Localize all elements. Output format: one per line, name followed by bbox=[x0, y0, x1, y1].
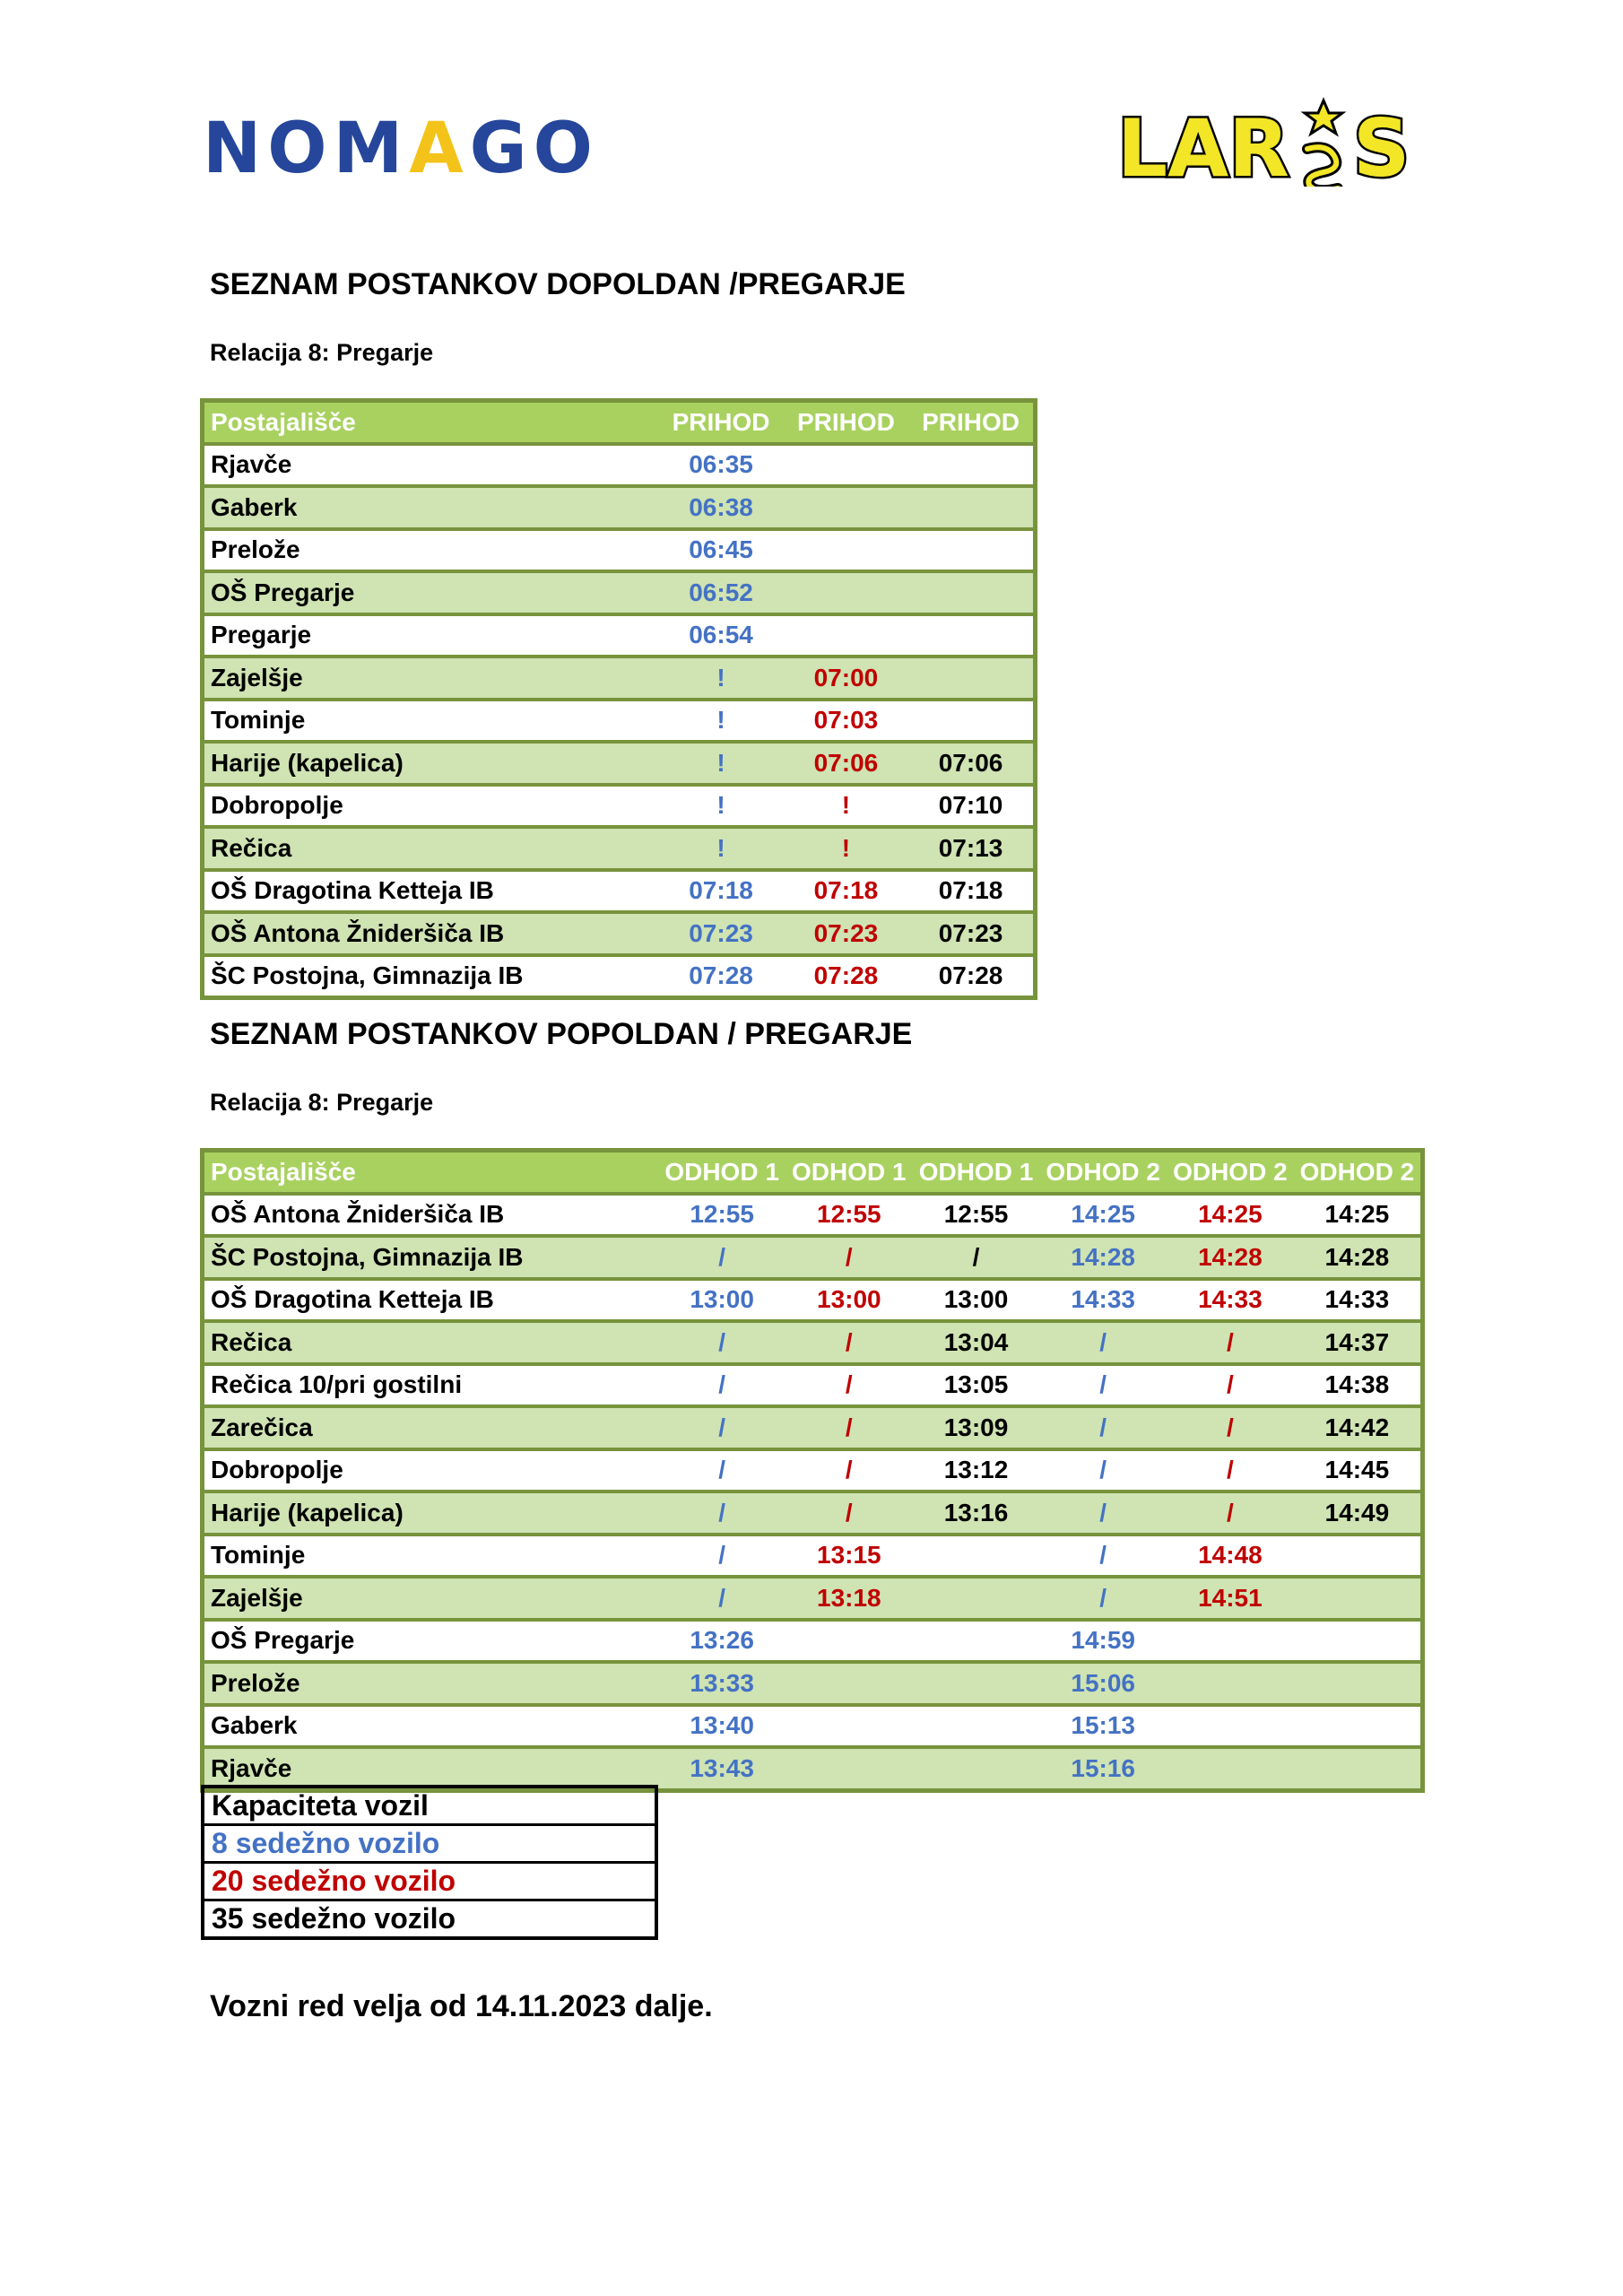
time-cell: 07:13 bbox=[908, 827, 1035, 870]
time-cell: / bbox=[1167, 1406, 1294, 1449]
time-cell: 13:26 bbox=[658, 1620, 785, 1663]
table-row bbox=[203, 1747, 1423, 1790]
time-cell: ! bbox=[658, 785, 783, 828]
time-cell bbox=[913, 1705, 1040, 1748]
stop-name: OŠ Antona Žnideršiča IB bbox=[203, 912, 659, 955]
stop-name: Zajelšje bbox=[203, 1577, 659, 1620]
table-row bbox=[203, 657, 1036, 700]
stop-name: OŠ Dragotina Ketteja IB bbox=[203, 1279, 659, 1322]
stop-name: ŠC Postojna, Gimnazija IB bbox=[203, 1236, 659, 1279]
legend-item-20-seat: 20 sedežno vozilo bbox=[203, 1863, 656, 1900]
time-cell: 14:42 bbox=[1294, 1406, 1423, 1449]
nomago-logo-text-start: NOM bbox=[203, 109, 410, 189]
table-row bbox=[203, 1662, 1423, 1705]
time-cell bbox=[784, 529, 908, 572]
header-time: ODHOD 1 bbox=[658, 1151, 785, 1194]
time-cell: / bbox=[1167, 1321, 1294, 1364]
time-cell bbox=[785, 1747, 913, 1790]
time-cell: 14:48 bbox=[1167, 1535, 1294, 1578]
time-cell: 13:33 bbox=[658, 1662, 785, 1705]
table-row bbox=[203, 1577, 1423, 1620]
time-cell: 14:25 bbox=[1039, 1194, 1167, 1237]
table-row bbox=[203, 1236, 1423, 1279]
time-cell: 14:59 bbox=[1039, 1620, 1167, 1663]
time-cell: / bbox=[785, 1321, 913, 1364]
table-row bbox=[203, 870, 1036, 913]
time-cell: 06:52 bbox=[658, 571, 783, 614]
legend-item-35-seat: 35 sedežno vozilo bbox=[212, 1902, 456, 1935]
time-cell bbox=[908, 657, 1035, 700]
time-cell: 14:28 bbox=[1294, 1236, 1423, 1279]
time-cell: / bbox=[1167, 1364, 1294, 1407]
table-row bbox=[203, 1194, 1423, 1237]
time-cell: ! bbox=[784, 785, 908, 828]
table-row bbox=[203, 1492, 1423, 1535]
table-row bbox=[203, 955, 1036, 998]
time-cell: 07:18 bbox=[658, 870, 783, 913]
time-cell: / bbox=[1167, 1449, 1294, 1492]
table-row bbox=[203, 1449, 1423, 1492]
time-cell: 13:43 bbox=[658, 1747, 785, 1790]
table-row bbox=[203, 742, 1036, 785]
time-cell: 13:00 bbox=[913, 1279, 1040, 1322]
time-cell: 07:28 bbox=[689, 961, 753, 990]
table-row bbox=[203, 1406, 1423, 1449]
time-cell: 07:18 bbox=[784, 870, 908, 913]
time-cell: / bbox=[658, 1236, 785, 1279]
header-stop: Postajališče bbox=[203, 401, 659, 444]
afternoon-relation: Relacija 8: Pregarje bbox=[210, 1089, 434, 1116]
svg-text:S: S bbox=[1353, 102, 1410, 187]
time-cell: / bbox=[658, 1535, 785, 1578]
legend-title-row bbox=[203, 1787, 656, 1825]
table-row bbox=[203, 444, 1036, 487]
table-row bbox=[203, 1705, 1423, 1748]
stop-name: OŠ Dragotina Ketteja IB bbox=[203, 870, 659, 913]
time-cell: 14:33 bbox=[1039, 1279, 1167, 1322]
time-cell: 07:23 bbox=[784, 912, 908, 955]
stop-name: Gaberk bbox=[203, 1705, 659, 1748]
stop-name: Harije (kapelica) bbox=[203, 1492, 659, 1535]
time-cell: / bbox=[658, 1492, 785, 1535]
time-cell: / bbox=[785, 1449, 913, 1492]
time-cell bbox=[784, 614, 908, 657]
time-cell: 07:23 bbox=[658, 912, 783, 955]
time-cell: 07:18 bbox=[908, 870, 1035, 913]
time-cell bbox=[785, 1620, 913, 1663]
table-row bbox=[203, 529, 1036, 572]
time-cell: 14:33 bbox=[1167, 1279, 1294, 1322]
stop-name: OŠ Antona Žnideršiča IB bbox=[203, 1194, 659, 1237]
stop-name: Harije (kapelica) bbox=[203, 742, 659, 785]
time-cell: 06:35 bbox=[658, 444, 783, 487]
time-cell: 12:55 bbox=[785, 1194, 913, 1237]
time-cell: 14:49 bbox=[1294, 1492, 1423, 1535]
time-cell: / bbox=[1039, 1321, 1167, 1364]
time-cell: 15:16 bbox=[1039, 1747, 1167, 1790]
time-cell: 14:33 bbox=[1294, 1279, 1423, 1322]
time-cell: 07:06 bbox=[908, 742, 1035, 785]
afternoon-title: SEZNAM POSTANKOV POPOLDAN / PREGARJE bbox=[210, 1017, 913, 1051]
header-time: ODHOD 1 bbox=[785, 1151, 913, 1194]
time-cell: / bbox=[785, 1364, 913, 1407]
table-row bbox=[203, 1364, 1423, 1407]
time-cell: 07:23 bbox=[908, 912, 1035, 955]
afternoon-timetable bbox=[200, 1148, 1425, 1793]
time-cell bbox=[908, 529, 1035, 572]
stop-name: Rečica 10/pri gostilni bbox=[203, 1364, 659, 1407]
header-time: PRIHOD bbox=[658, 401, 783, 444]
validity-note: Vozni red velja od 14.11.2023 dalje. bbox=[210, 1989, 713, 2023]
time-cell: 13:16 bbox=[913, 1492, 1040, 1535]
table-header-row bbox=[203, 401, 1036, 444]
time-cell: / bbox=[1167, 1492, 1294, 1535]
stop-name: Rečica bbox=[203, 827, 659, 870]
legend-row bbox=[203, 1900, 656, 1939]
time-cell: / bbox=[1039, 1364, 1167, 1407]
nomago-logo-accent: A bbox=[409, 109, 470, 189]
time-cell: 12:55 bbox=[913, 1194, 1040, 1237]
time-cell bbox=[1294, 1705, 1423, 1748]
stop-name: Rjavče bbox=[203, 444, 659, 487]
svg-text:LAR: LAR bbox=[1117, 102, 1289, 187]
header-time: PRIHOD bbox=[908, 401, 1035, 444]
time-cell bbox=[1294, 1662, 1423, 1705]
time-cell: / bbox=[658, 1364, 785, 1407]
time-cell: 14:51 bbox=[1167, 1577, 1294, 1620]
time-cell: / bbox=[1039, 1492, 1167, 1535]
time-cell: 13:12 bbox=[913, 1449, 1040, 1492]
time-cell: ! bbox=[658, 827, 783, 870]
stop-name: Dobropolje bbox=[203, 785, 659, 828]
time-cell: / bbox=[658, 1321, 785, 1364]
time-cell: / bbox=[658, 1449, 785, 1492]
time-cell: / bbox=[1039, 1449, 1167, 1492]
time-cell: ! bbox=[658, 700, 783, 743]
time-cell: 07:03 bbox=[784, 700, 908, 743]
time-cell bbox=[908, 700, 1035, 743]
stop-name: Tominje bbox=[203, 1535, 659, 1578]
time-cell: ! bbox=[658, 742, 783, 785]
time-cell bbox=[913, 1747, 1040, 1790]
time-cell: 07:00 bbox=[784, 657, 908, 700]
time-cell bbox=[913, 1662, 1040, 1705]
time-cell: 14:45 bbox=[1294, 1449, 1423, 1492]
stop-name: Tominje bbox=[203, 700, 659, 743]
laris-logo bbox=[1115, 97, 1438, 187]
nomago-logo bbox=[203, 111, 599, 187]
table-row bbox=[203, 1279, 1423, 1322]
time-cell: 07:28 bbox=[938, 961, 1003, 990]
time-cell bbox=[913, 1620, 1040, 1663]
time-cell: / bbox=[785, 1492, 913, 1535]
legend-row bbox=[203, 1825, 656, 1863]
time-cell: / bbox=[785, 1406, 913, 1449]
table-row bbox=[203, 827, 1036, 870]
time-cell bbox=[1167, 1662, 1294, 1705]
time-cell: 13:18 bbox=[785, 1577, 913, 1620]
capacity-legend bbox=[201, 1785, 658, 1940]
time-cell bbox=[1294, 1535, 1423, 1578]
time-cell: / bbox=[658, 1577, 785, 1620]
time-cell: / bbox=[658, 1406, 785, 1449]
time-cell: / bbox=[785, 1236, 913, 1279]
time-cell: / bbox=[913, 1236, 1040, 1279]
time-cell bbox=[1294, 1747, 1423, 1790]
time-cell bbox=[1294, 1620, 1423, 1663]
time-cell: 14:25 bbox=[1294, 1194, 1423, 1237]
stop-name: OŠ Pregarje bbox=[203, 571, 659, 614]
stop-name: ŠC Postojna, Gimnazija IB bbox=[211, 961, 524, 990]
time-cell bbox=[908, 486, 1035, 529]
time-cell bbox=[908, 444, 1035, 487]
time-cell: 13:40 bbox=[658, 1705, 785, 1748]
morning-title: SEZNAM POSTANKOV DOPOLDAN /PREGARJE bbox=[210, 267, 906, 301]
stop-name: Zarečica bbox=[203, 1406, 659, 1449]
time-cell: 06:38 bbox=[658, 486, 783, 529]
legend-row bbox=[203, 1863, 656, 1900]
table-row bbox=[203, 785, 1036, 828]
stop-name: Zajelšje bbox=[203, 657, 659, 700]
time-cell bbox=[785, 1662, 913, 1705]
time-cell: / bbox=[1039, 1535, 1167, 1578]
stop-name: Dobropolje bbox=[203, 1449, 659, 1492]
table-row bbox=[203, 614, 1036, 657]
time-cell: 13:00 bbox=[658, 1279, 785, 1322]
time-cell bbox=[784, 444, 908, 487]
time-cell: 13:04 bbox=[913, 1321, 1040, 1364]
table-row bbox=[203, 571, 1036, 614]
time-cell: 13:09 bbox=[913, 1406, 1040, 1449]
time-cell bbox=[913, 1535, 1040, 1578]
time-cell bbox=[1167, 1747, 1294, 1790]
time-cell bbox=[1294, 1577, 1423, 1620]
stop-name: OŠ Pregarje bbox=[203, 1620, 659, 1663]
header-time: ODHOD 2 bbox=[1167, 1151, 1294, 1194]
table-row bbox=[203, 1321, 1423, 1364]
time-cell: 06:54 bbox=[658, 614, 783, 657]
time-cell: 07:28 bbox=[813, 961, 879, 990]
time-cell: / bbox=[1039, 1406, 1167, 1449]
time-cell: 14:28 bbox=[1039, 1236, 1167, 1279]
legend-item-8-seat: 8 sedežno vozilo bbox=[203, 1825, 656, 1863]
time-cell bbox=[784, 486, 908, 529]
time-cell: 14:38 bbox=[1294, 1364, 1423, 1407]
stop-name: Preložе bbox=[203, 529, 659, 572]
header-time: ODHOD 1 bbox=[913, 1151, 1040, 1194]
time-cell: 13:00 bbox=[785, 1279, 913, 1322]
stop-name: Rečica bbox=[203, 1321, 659, 1364]
table-row bbox=[203, 486, 1036, 529]
stop-name: Rjavče bbox=[203, 1747, 659, 1790]
legend-title: Kapaciteta vozil bbox=[203, 1787, 656, 1825]
time-cell bbox=[908, 614, 1035, 657]
time-cell: 14:37 bbox=[1294, 1321, 1423, 1364]
stop-name: Pregarje bbox=[203, 614, 659, 657]
table-header-row bbox=[203, 1151, 1423, 1194]
time-cell bbox=[1167, 1705, 1294, 1748]
table-row bbox=[203, 1620, 1423, 1663]
time-cell: ! bbox=[658, 657, 783, 700]
table-row bbox=[203, 912, 1036, 955]
time-cell: ! bbox=[784, 827, 908, 870]
table-row bbox=[203, 700, 1036, 743]
time-cell bbox=[908, 571, 1035, 614]
time-cell: 12:55 bbox=[658, 1194, 785, 1237]
header-time: ODHOD 2 bbox=[1039, 1151, 1167, 1194]
stop-name: Gaberk bbox=[203, 486, 659, 529]
time-cell bbox=[785, 1705, 913, 1748]
nomago-logo-text-end: GO bbox=[469, 109, 599, 189]
time-cell: 07:06 bbox=[784, 742, 908, 785]
time-cell: / bbox=[1039, 1577, 1167, 1620]
header-time: ODHOD 2 bbox=[1294, 1151, 1423, 1194]
morning-relation: Relacija 8: Pregarje bbox=[210, 339, 434, 366]
morning-timetable bbox=[200, 398, 1037, 1000]
stop-name: Preložе bbox=[203, 1662, 659, 1705]
table-row bbox=[203, 1535, 1423, 1578]
header-time: PRIHOD bbox=[784, 401, 908, 444]
time-cell: 07:10 bbox=[908, 785, 1035, 828]
time-cell bbox=[913, 1577, 1040, 1620]
time-cell bbox=[784, 571, 908, 614]
time-cell: 06:45 bbox=[658, 529, 783, 572]
time-cell: 15:06 bbox=[1039, 1662, 1167, 1705]
time-cell: 15:13 bbox=[1039, 1705, 1167, 1748]
time-cell: 14:25 bbox=[1167, 1194, 1294, 1237]
time-cell: 14:28 bbox=[1167, 1236, 1294, 1279]
time-cell: 13:05 bbox=[913, 1364, 1040, 1407]
time-cell: 13:15 bbox=[785, 1535, 913, 1578]
header-stop: Postajališče bbox=[203, 1151, 659, 1194]
time-cell bbox=[1167, 1620, 1294, 1663]
